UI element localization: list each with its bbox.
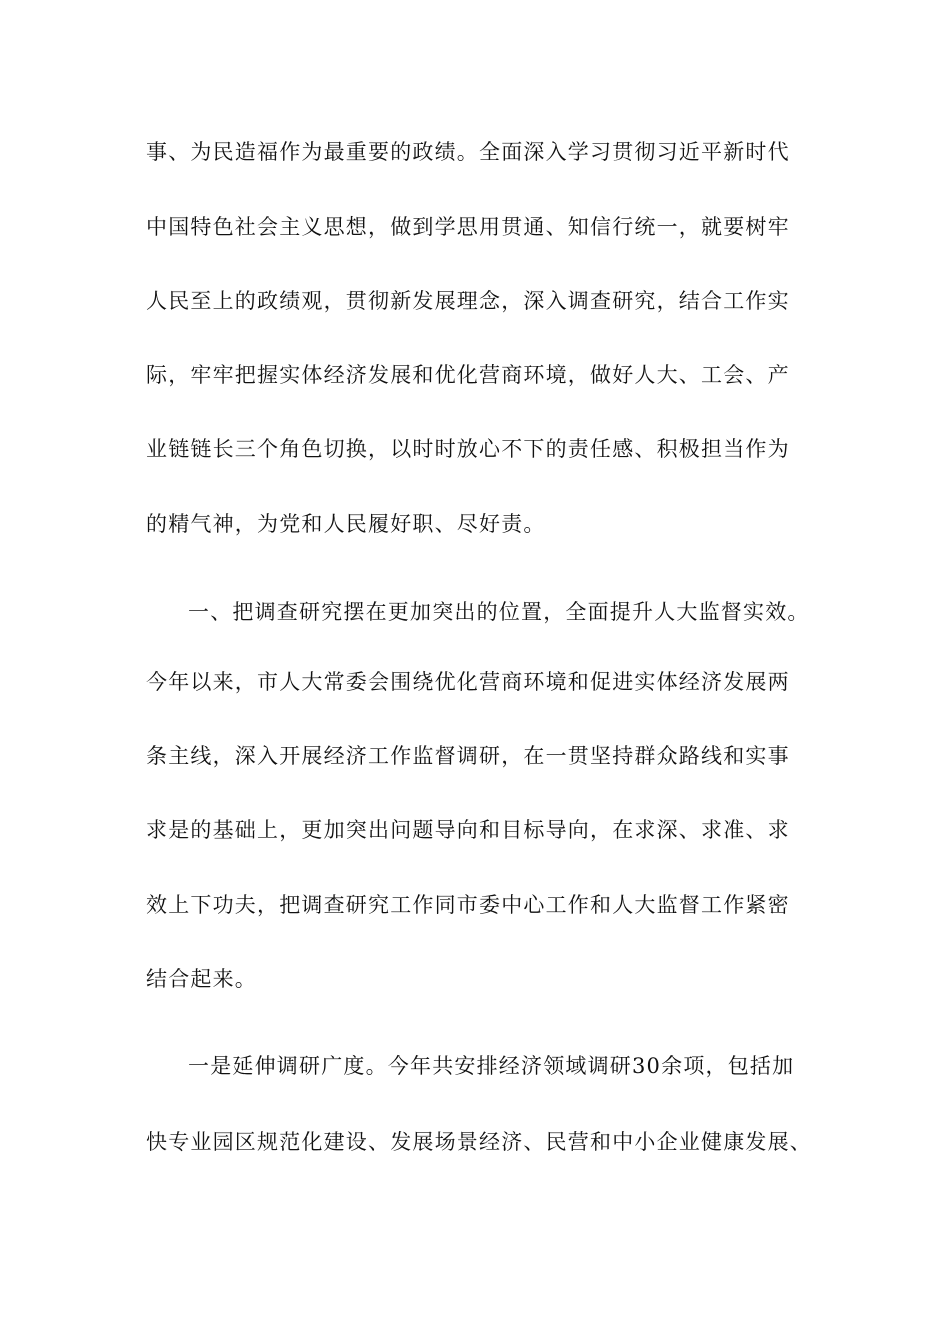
paragraph-3-line-1: 一是延伸调研广度。今年共安排经济领域调研30余项，包括加	[188, 1054, 795, 1078]
paragraph-2-line-2: 今年以来，市人大常委会围绕优化营商环境和促进实体经济发展两	[146, 670, 790, 694]
paragraph-2-line-3: 条主线，深入开展经济工作监督调研，在一贯坚持群众路线和实事	[146, 744, 790, 768]
paragraph-1-line-5: 业链链长三个角色切换，以时时放心不下的责任感、积极担当作为	[146, 437, 790, 461]
paragraph-2-line-1: 一、把调查研究摆在更加突出的位置，全面提升人大监督实效。	[188, 600, 810, 624]
paragraph-2-line-5: 效上下功夫，把调查研究工作同市委中心工作和人大监督工作紧密	[146, 893, 790, 917]
paragraph-1-line-3: 人民至上的政绩观，贯彻新发展理念，深入调查研究，结合工作实	[146, 289, 790, 313]
paragraph-1-line-2: 中国特色社会主义思想，做到学思用贯通、知信行统一，就要树牢	[146, 215, 790, 239]
paragraph-2-line-6: 结合起来。	[146, 967, 257, 991]
paragraph-3-line-2: 快专业园区规范化建设、发展场景经济、民营和中小企业健康发展、	[146, 1130, 812, 1154]
paragraph-1-line-4: 际，牢牢把握实体经济发展和优化营商环境，做好人大、工会、产	[146, 363, 790, 387]
paragraph-1-line-1: 事、为民造福作为最重要的政绩。全面深入学习贯彻习近平新时代	[146, 140, 790, 164]
paragraph-1-line-6: 的精气神，为党和人民履好职、尽好责。	[146, 512, 546, 536]
paragraph-2-line-4: 求是的基础上，更加突出问题导向和目标导向，在求深、求准、求	[146, 818, 790, 842]
